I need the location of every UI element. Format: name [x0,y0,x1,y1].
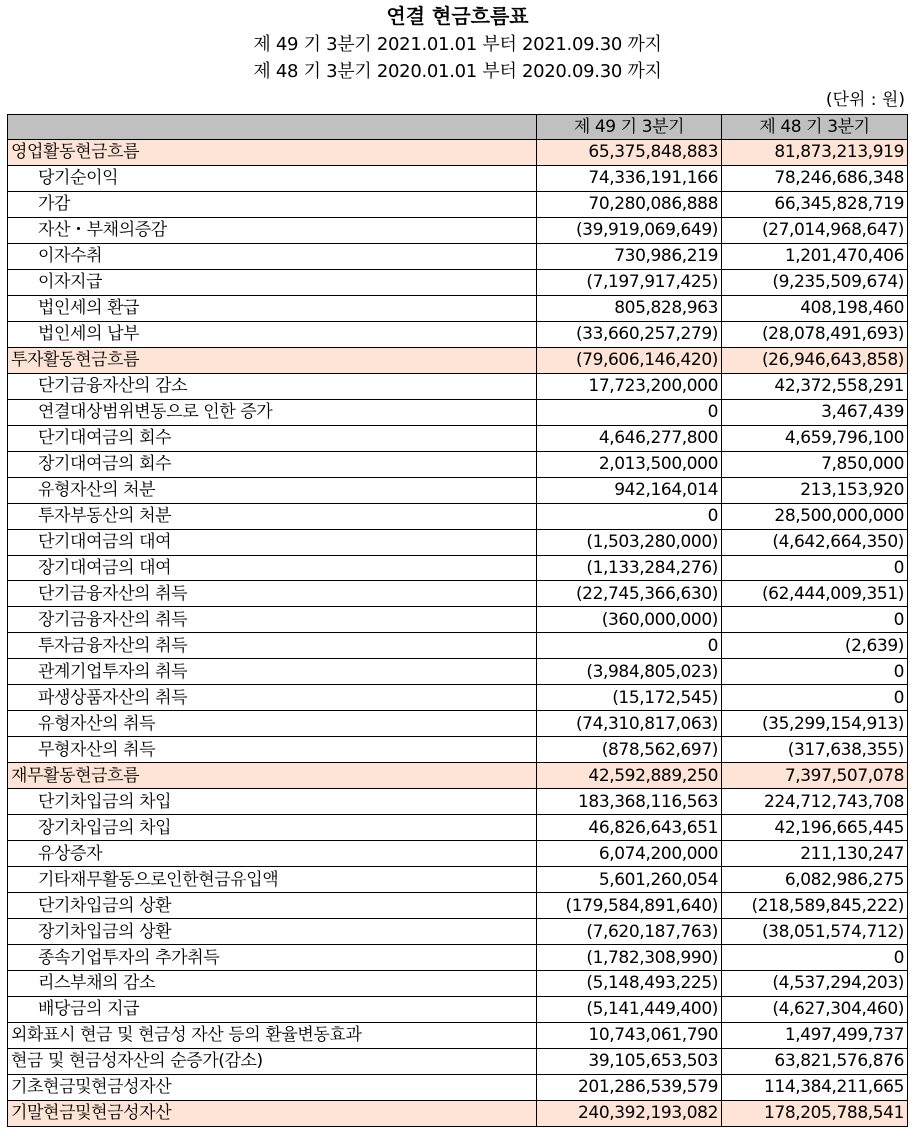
value-prior: 4,659,796,100 [722,425,908,451]
row-label: 법인세의 납부 [8,321,537,347]
value-prior: 78,246,686,348 [722,165,908,191]
row-label: 장기대여금의 회수 [8,451,537,477]
table-row [8,711,908,737]
row-label: 이자지급 [8,269,537,295]
value-prior: (62,444,009,351) [722,581,908,607]
column-header-prior: 제 48 기 3분기 [722,115,908,140]
value-prior: 1,497,499,737 [722,1022,908,1048]
value-current: 240,392,193,082 [537,1100,722,1126]
table-header-row [8,115,908,140]
value-current: (1,133,284,276) [537,555,722,581]
value-current: 4,646,277,800 [537,425,722,451]
value-current: 46,826,643,651 [537,815,722,841]
table-row [8,321,908,347]
value-current: 730,986,219 [537,243,722,269]
row-label: 기초현금및현금성자산 [8,1074,537,1100]
value-current: (7,620,187,763) [537,919,722,945]
row-label: 단기차입금의 차입 [8,789,537,815]
row-label: 자산・부채의증감 [8,217,537,243]
table-row [8,217,908,243]
table-row [8,996,908,1022]
value-prior: (4,627,304,460) [722,996,908,1022]
value-prior: 0 [722,555,908,581]
row-label: 법인세의 환급 [8,295,537,321]
value-prior: 114,384,211,665 [722,1074,908,1100]
value-current: (7,197,917,425) [537,269,722,295]
value-current: 6,074,200,000 [537,841,722,867]
value-prior: (35,299,154,913) [722,711,908,737]
period-current: 제 49 기 3분기 2021.01.01 부터 2021.09.30 까지 [253,34,662,55]
column-header-label [8,115,537,140]
row-label: 유형자산의 처분 [8,477,537,503]
table-row [8,919,908,945]
row-label: 영업활동현금흐름 [8,140,537,166]
table-row [8,295,908,321]
value-current: 70,280,086,888 [537,191,722,217]
table-row [8,867,908,893]
value-prior: 224,712,743,708 [722,789,908,815]
table-row [8,347,908,373]
value-current: (15,172,545) [537,685,722,711]
value-current: 183,368,116,563 [537,789,722,815]
value-current: (5,141,449,400) [537,996,722,1022]
row-label: 단기대여금의 대여 [8,529,537,555]
row-label: 투자활동현금흐름 [8,347,537,373]
table-row [8,451,908,477]
row-label: 가감 [8,191,537,217]
value-current: (79,606,146,420) [537,347,722,373]
value-current: (360,000,000) [537,607,722,633]
row-label: 유상증자 [8,841,537,867]
table-row [8,841,908,867]
value-prior: 0 [722,659,908,685]
value-prior: (28,078,491,693) [722,321,908,347]
value-current: 17,723,200,000 [537,373,722,399]
value-current: 942,164,014 [537,477,722,503]
cash-flow-table [7,114,908,1127]
row-label: 관계기업투자의 취득 [8,659,537,685]
value-current: 42,592,889,250 [537,763,722,789]
row-label: 리스부채의 감소 [8,971,537,997]
row-label: 유형자산의 취득 [8,711,537,737]
value-prior: 213,153,920 [722,477,908,503]
table-row [8,555,908,581]
value-current: (5,148,493,225) [537,971,722,997]
value-prior: (38,051,574,712) [722,919,908,945]
value-prior: 178,205,788,541 [722,1100,908,1126]
row-label: 장기차입금의 차입 [8,815,537,841]
column-header-current: 제 49 기 3분기 [537,115,722,140]
table-row [8,971,908,997]
row-label: 단기금융자산의 감소 [8,373,537,399]
value-prior: 0 [722,607,908,633]
table-row [8,737,908,763]
value-current: 5,601,260,054 [537,867,722,893]
value-current: (22,745,366,630) [537,581,722,607]
value-current: (1,782,308,990) [537,945,722,971]
value-prior: 63,821,576,876 [722,1048,908,1074]
value-current: 805,828,963 [537,295,722,321]
statement-title: 연결 현금흐름표 [386,4,529,28]
table-row [8,763,908,789]
row-label: 장기차입금의 상환 [8,919,537,945]
row-label: 현금 및 현금성자산의 순증가(감소) [8,1048,537,1074]
row-label: 종속기업투자의 추가취득 [8,945,537,971]
value-current: (39,919,069,649) [537,217,722,243]
table-row [8,269,908,295]
row-label: 외화표시 현금 및 현금성 자산 등의 환율변동효과 [8,1022,537,1048]
row-label: 파생상품자산의 취득 [8,685,537,711]
unit-label: (단위 : 원) [825,90,905,110]
table-row [8,633,908,659]
value-prior: 42,196,665,445 [722,815,908,841]
value-prior: 1,201,470,406 [722,243,908,269]
row-label: 당기순이익 [8,165,537,191]
table-row [8,140,908,166]
value-prior: (4,642,664,350) [722,529,908,555]
value-prior: (26,946,643,858) [722,347,908,373]
value-current: (1,503,280,000) [537,529,722,555]
table-row [8,503,908,529]
value-prior: 66,345,828,719 [722,191,908,217]
table-row [8,399,908,425]
value-prior: 3,467,439 [722,399,908,425]
value-prior: 408,198,460 [722,295,908,321]
row-label: 투자부동산의 처분 [8,503,537,529]
row-label: 투자금융자산의 취득 [8,633,537,659]
table-row [8,659,908,685]
value-current: (179,584,891,640) [537,893,722,919]
table-row [8,425,908,451]
row-label: 이자수취 [8,243,537,269]
value-prior: (4,537,294,203) [722,971,908,997]
value-current: 0 [537,399,722,425]
value-current: 10,743,061,790 [537,1022,722,1048]
table-row [8,373,908,399]
table-row [8,1048,908,1074]
value-prior: (27,014,968,647) [722,217,908,243]
table-row [8,1074,908,1100]
table-row [8,581,908,607]
value-prior: 42,372,558,291 [722,373,908,399]
row-label: 연결대상범위변동으로 인한 증가 [8,399,537,425]
value-current: 74,336,191,166 [537,165,722,191]
row-label: 무형자산의 취득 [8,737,537,763]
value-prior: 28,500,000,000 [722,503,908,529]
value-current: 201,286,539,579 [537,1074,722,1100]
value-prior: 0 [722,945,908,971]
row-label: 배당금의 지급 [8,996,537,1022]
table-row [8,1022,908,1048]
value-current: (33,660,257,279) [537,321,722,347]
row-label: 기타재무활동으로인한현금유입액 [8,867,537,893]
table-row [8,165,908,191]
value-current: 65,375,848,883 [537,140,722,166]
value-prior: 6,082,986,275 [722,867,908,893]
row-label: 단기차입금의 상환 [8,893,537,919]
period-prior: 제 48 기 3분기 2020.01.01 부터 2020.09.30 까지 [253,61,662,82]
row-label: 장기대여금의 대여 [8,555,537,581]
value-current: 2,013,500,000 [537,451,722,477]
row-label: 기말현금및현금성자산 [8,1100,537,1126]
row-label: 장기금융자산의 취득 [8,607,537,633]
value-prior: 7,850,000 [722,451,908,477]
value-prior: 211,130,247 [722,841,908,867]
table-row [8,815,908,841]
row-label: 단기금융자산의 취득 [8,581,537,607]
value-current: (878,562,697) [537,737,722,763]
value-current: 0 [537,633,722,659]
table-row [8,685,908,711]
value-current: (74,310,817,063) [537,711,722,737]
value-current: 0 [537,503,722,529]
table-row [8,893,908,919]
table-row [8,607,908,633]
table-row [8,477,908,503]
value-prior: 7,397,507,078 [722,763,908,789]
value-prior: (2,639) [722,633,908,659]
value-current: (3,984,805,023) [537,659,722,685]
table-row [8,191,908,217]
value-prior: 81,873,213,919 [722,140,908,166]
value-current: 39,105,653,503 [537,1048,722,1074]
table-row [8,945,908,971]
value-prior: (9,235,509,674) [722,269,908,295]
table-row [8,243,908,269]
row-label: 단기대여금의 회수 [8,425,537,451]
table-row [8,1100,908,1126]
row-label: 재무활동현금흐름 [8,763,537,789]
table-row [8,529,908,555]
table-row [8,789,908,815]
value-prior: (317,638,355) [722,737,908,763]
value-prior: 0 [722,685,908,711]
value-prior: (218,589,845,222) [722,893,908,919]
